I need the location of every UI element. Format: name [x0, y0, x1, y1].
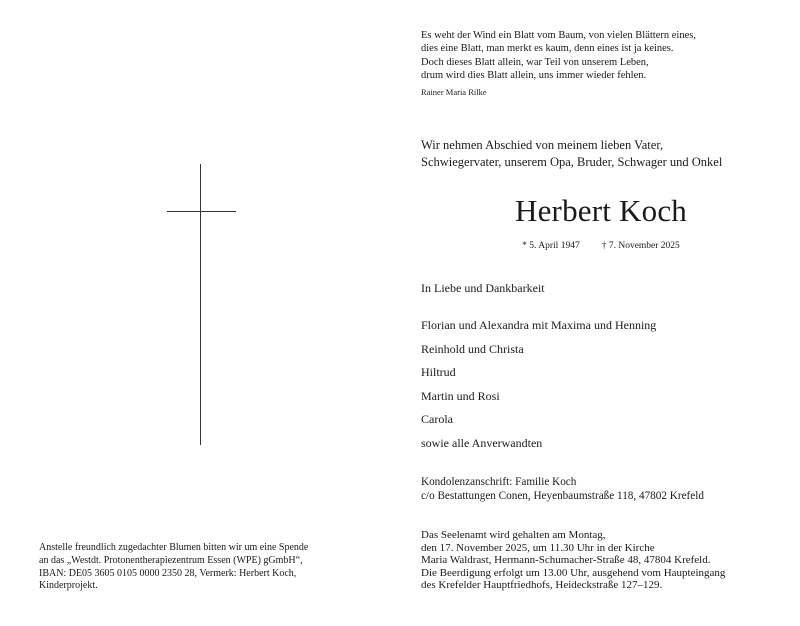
service-line: Maria Waldrast, Hermann-Schumacher-Straße 48, 47804 Krefeld.: [421, 554, 711, 567]
mourners-list: [421, 314, 656, 456]
poem-line: dies eine Blatt, man merkt es kaum, denn eines ist ja keines.: [421, 43, 674, 55]
donation-note: [39, 542, 384, 593]
donation-line: Anstelle freundlich zugedachter Blumen bitten wir um eine Spende: [39, 542, 309, 553]
service-line: den 17. November 2025, um 11.30 Uhr in der Kirche: [421, 541, 655, 554]
love-line: In Liebe und Dankbarkeit: [421, 281, 545, 295]
poem-line: drum wird dies Blatt allein, uns immer wieder fehlen.: [421, 70, 647, 82]
donation-line: IBAN: DE05 3605 0105 0000 2350 28, Vermerk: Herbert Koch,: [39, 567, 297, 579]
cross-icon-vertical: [200, 164, 201, 445]
intro-text: [421, 137, 722, 171]
birth-date: * 5. April 1947: [522, 241, 580, 251]
poem-author: Rainer Maria Rilke: [421, 86, 487, 97]
life-dates: [421, 241, 781, 251]
condolence-line: c/o Bestattungen Conen, Heyenbaumstraße 118, 47802 Krefeld: [421, 489, 704, 502]
mourner: Florian und Alexandra mit Maxima und Henning: [421, 318, 657, 332]
mourner: Reinhold und Christa: [421, 341, 524, 356]
death-date: † 7. November 2025: [601, 241, 680, 251]
donation-line: an das „Westdt. Protonentherapiezentrum Essen (WPE) gGmbH“,: [39, 554, 303, 566]
mourner: Martin und Rosi: [421, 388, 500, 403]
deceased-name: Herbert Koch: [515, 193, 687, 228]
mourner: Carola: [421, 412, 453, 427]
service-info: [421, 529, 725, 592]
condolence-line: Kondolenzanschrift: Familie Koch: [421, 476, 577, 488]
poem: [421, 29, 696, 99]
mourner: sowie alle Anverwandten: [421, 435, 543, 450]
service-line: Die Beerdigung erfolgt um 13.00 Uhr, ausgehend vom Haupteingang: [421, 566, 726, 579]
condolence-address: [421, 476, 704, 503]
intro-line: Schwiegervater, unserem Opa, Bruder, Schwager und Onkel: [421, 155, 723, 169]
poem-line: Doch dieses Blatt allein, war Teil von unserem Leben,: [421, 56, 649, 68]
service-line: des Krefelder Hauptfriedhofs, Heideckstraße 127–129.: [421, 579, 663, 592]
poem-line: Es weht der Wind ein Blatt vom Baum, von vielen Blättern eines,: [421, 30, 696, 41]
intro-line: Wir nehmen Abschied von meinem lieben Vater,: [421, 138, 664, 152]
mourner: Hiltrud: [421, 365, 456, 380]
cross-icon-horizontal: [167, 211, 236, 212]
donation-line: Kinderprojekt.: [39, 580, 98, 592]
service-line: Das Seelenamt wird gehalten am Montag,: [421, 529, 606, 541]
